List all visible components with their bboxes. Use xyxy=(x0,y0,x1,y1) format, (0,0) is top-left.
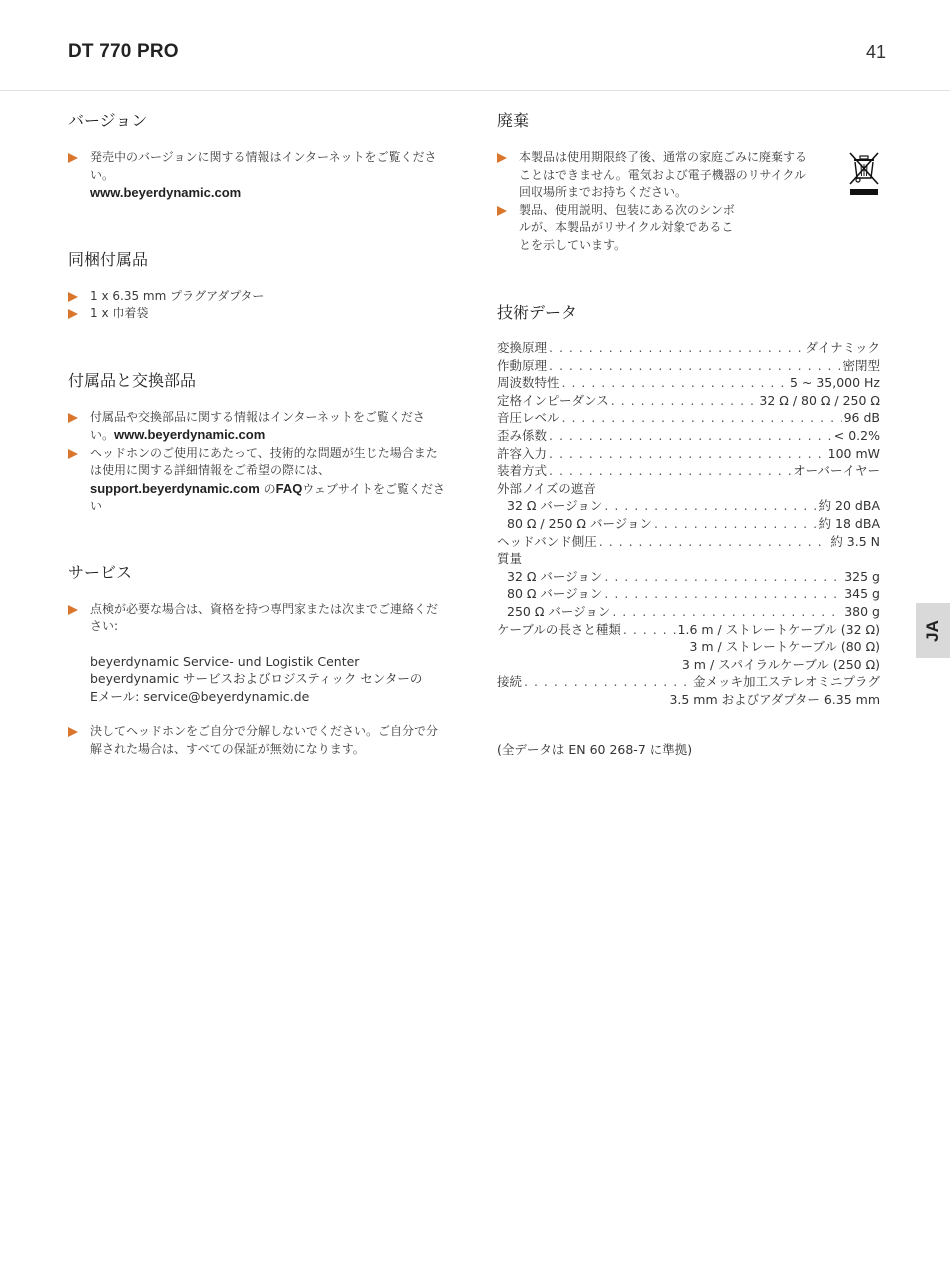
included-section xyxy=(68,247,448,323)
spec-group-heading: 外部ノイズの遮音 xyxy=(497,480,596,496)
standard-note: (全データは EN 60 268-7 に準拠) xyxy=(497,742,693,758)
warning-bullet: 決してヘッドホンをご自分で分解しないでください。ご自分で分解された場合は、すべての保証が無効になります。 xyxy=(68,723,448,758)
spec-continuation: 3 m / ストレートケーブル (80 Ω) xyxy=(689,639,880,655)
website-link[interactable]: www.beyerdynamic.com xyxy=(114,427,266,442)
support-bullet: ヘッドホンのご使用にあたって、技術的な問題が生じた場合または使用に関する詳細情報をご希望の際には、support.beyerdynamic.com のFAQウェブサイトをご覧ください xyxy=(68,445,448,516)
bullet-triangle-icon xyxy=(497,153,507,163)
spec-row: ケーブルの長さと種類 . . . 1.6 m / ストレートケーブル (32 Ω) xyxy=(497,621,880,639)
right-column xyxy=(497,108,885,758)
spec-row: 32 Ω バージョン . . . 325 g xyxy=(497,568,880,586)
service-bullet: 点検が必要な場合は、資格を持つ専門家または次までご連絡ください: beyerdynamic Service- und Logistik Center beyerdynamic サービスおよびロジスティック センターの Eメール: service@beyerdynamic.de xyxy=(68,601,448,724)
tech-data-section xyxy=(497,300,885,758)
left-column xyxy=(68,108,448,758)
service-address-line: beyerdynamic サービスおよびロジスティック センターの xyxy=(90,671,423,686)
version-bullet: 発売中のバージョンに関する情報はインターネットをご覧ください。 www.beyerdynamic.com xyxy=(68,149,448,203)
spec-continuation: 3.5 mm およびアダプター 6.35 mm xyxy=(669,691,880,707)
service-address-line: beyerdynamic Service- und Logistik Center xyxy=(90,653,360,669)
spec-row: 装着方式 . . . オーバーイヤー xyxy=(497,462,880,480)
spec-row: 250 Ω バージョン . . . 380 g xyxy=(497,603,880,621)
spec-list xyxy=(497,339,880,708)
page-number: 41 xyxy=(866,42,887,62)
disposal-heading: 廃棄 xyxy=(497,111,530,130)
crossed-out-wheelie-bin-icon xyxy=(847,150,881,198)
bullet-triangle-icon xyxy=(68,309,78,319)
service-email: Eメール: service@beyerdynamic.de xyxy=(90,688,310,704)
accessories-section xyxy=(68,368,448,516)
spec-group-heading: 質量 xyxy=(497,551,523,567)
language-tab xyxy=(916,603,950,658)
spec-row: 作動原理 . . . 密閉型 xyxy=(497,357,880,375)
faq-link[interactable]: FAQ xyxy=(275,480,303,496)
accessories-heading: 付属品と交換部品 xyxy=(68,370,197,390)
spec-row: 音圧レベル . . . 96 dB xyxy=(497,409,880,427)
spec-row: 80 Ω / 250 Ω バージョン . . . 約 18 dBA xyxy=(497,515,880,533)
spec-row: 80 Ω バージョン . . . 345 g xyxy=(497,585,880,603)
spec-row: 周波数特性 . . . 5 ~ 35,000 Hz xyxy=(497,374,880,392)
tech-data-heading: 技術データ xyxy=(497,303,578,322)
page-header xyxy=(0,0,950,91)
bullet-triangle-icon xyxy=(497,206,507,216)
included-item: 1 x 巾着袋 xyxy=(68,305,448,323)
service-section xyxy=(68,560,448,759)
spec-row: 許容入力 . . . 100 mW xyxy=(497,445,880,463)
spec-row: 定格インピーダンス . . . 32 Ω / 80 Ω / 250 Ω xyxy=(497,392,880,410)
disposal-bullet: 製品、使用説明、包装にある次のシンボルが、本製品がリサイクル対象であることを示しています。 xyxy=(497,202,807,255)
spec-row: ヘッドバンド側圧 . . . 約 3.5 N xyxy=(497,533,880,551)
version-section xyxy=(68,108,448,203)
support-link[interactable]: support.beyerdynamic.com xyxy=(90,480,260,496)
included-item: 1 x 6.35 mm プラグアダプター xyxy=(68,288,448,306)
version-heading: バージョン xyxy=(68,111,148,130)
bullet-triangle-icon xyxy=(68,449,78,459)
disposal-bullet: 本製品は使用期限終了後、通常の家庭ごみに廃棄することはできません。電気および電子機器のリサイクル回収場所までお持ちください。 xyxy=(497,149,807,202)
disposal-section xyxy=(497,108,885,254)
document-title: DT 770 PRO xyxy=(68,41,179,62)
spec-row: 接続 . . . 金メッキ加工ステレオミニプラグ xyxy=(497,673,880,691)
language-tab-label: JA xyxy=(923,619,942,642)
spec-continuation: 3 m / スパイラルケーブル (250 Ω) xyxy=(681,656,880,672)
bullet-triangle-icon xyxy=(68,292,78,302)
website-link[interactable]: www.beyerdynamic.com xyxy=(90,185,242,200)
service-heading: サービス xyxy=(68,562,133,582)
spec-row: 32 Ω バージョン . . . 約 20 dBA xyxy=(497,497,880,515)
spec-row: 変換原理 . . . ダイナミック xyxy=(497,339,880,357)
included-heading: 同梱付属品 xyxy=(68,249,149,269)
spec-row: 歪み係数 . . . < 0.2% xyxy=(497,427,880,445)
accessories-bullet: 付属品や交換部品に関する情報はインターネットをご覧ください。www.beyerdynamic.com xyxy=(68,409,448,445)
bullet-triangle-icon xyxy=(68,413,78,423)
bullet-triangle-icon xyxy=(68,605,78,615)
bullet-triangle-icon xyxy=(68,153,78,163)
bullet-triangle-icon xyxy=(68,727,78,737)
